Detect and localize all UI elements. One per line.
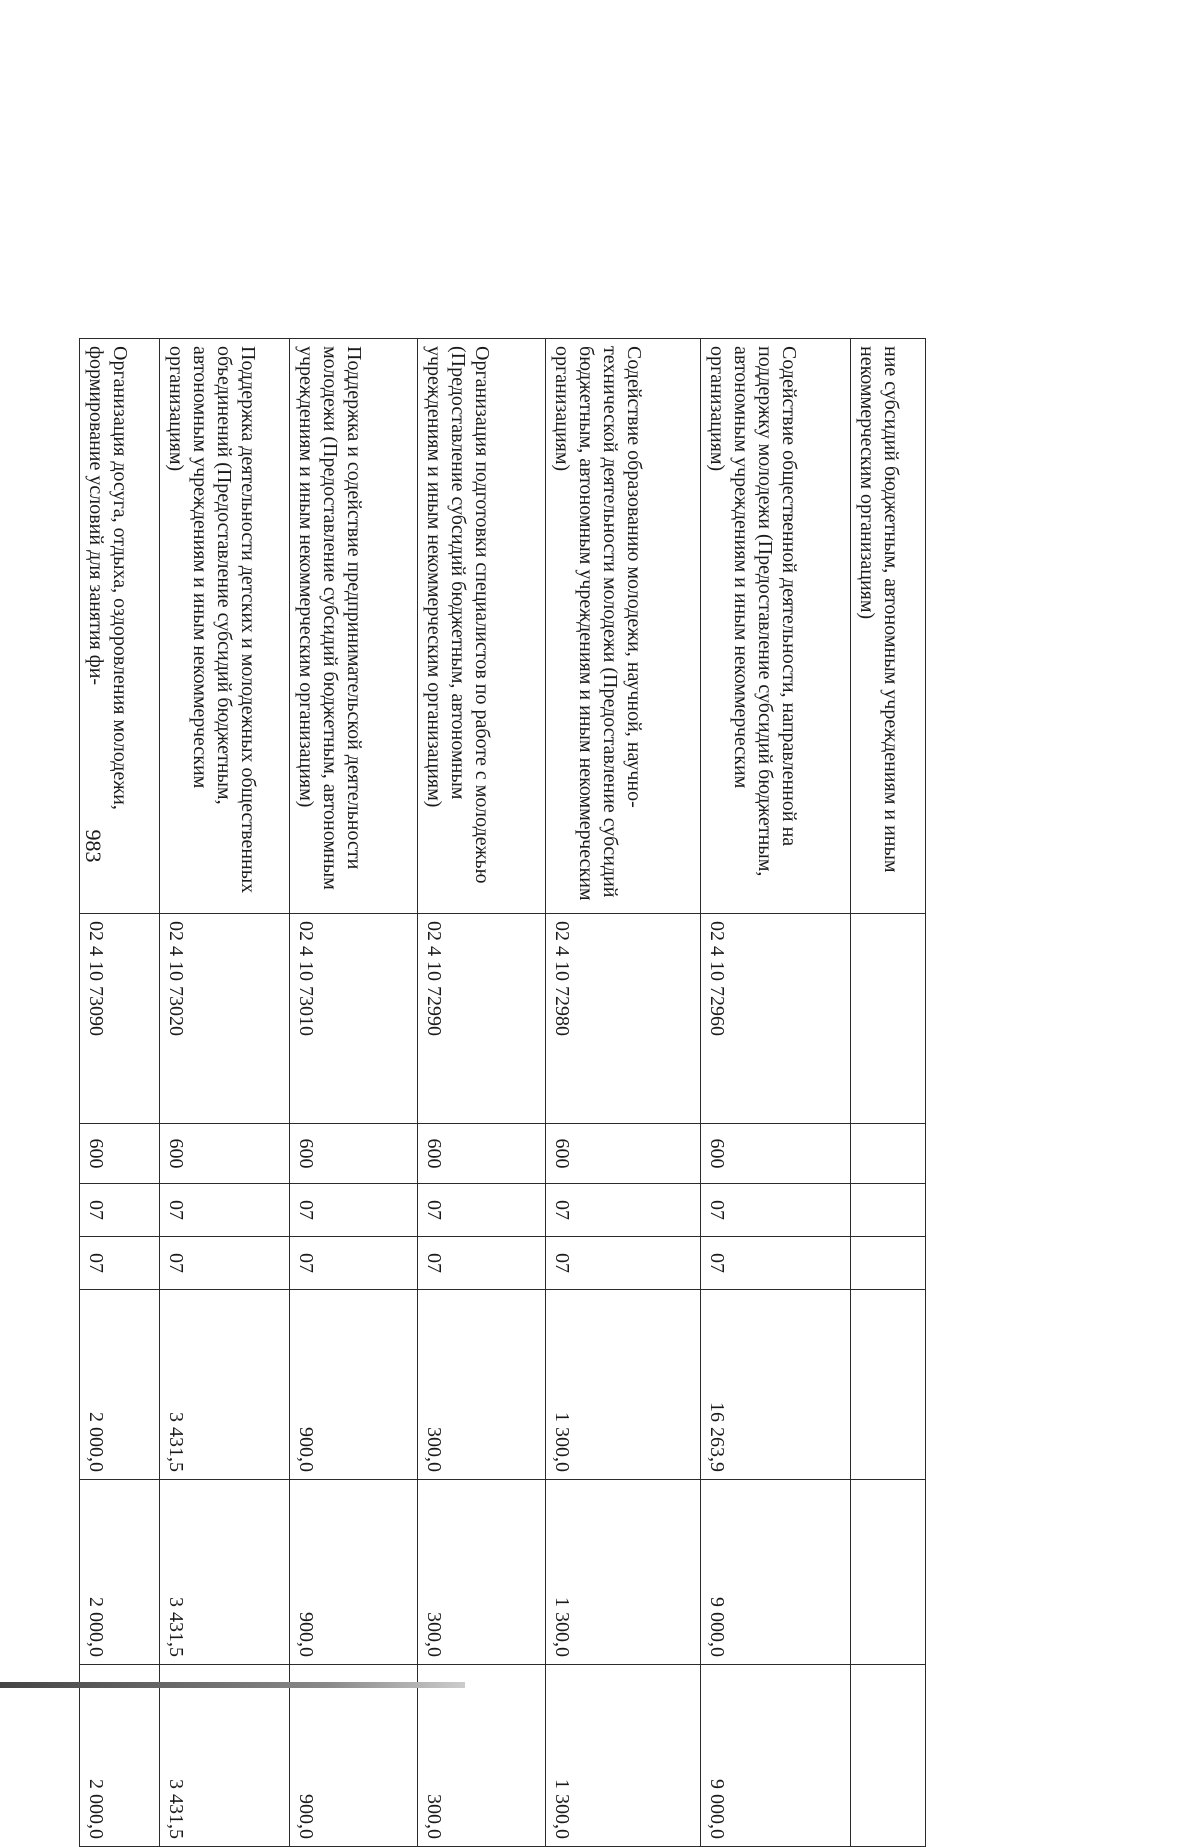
row-pr: 07 <box>546 1237 701 1290</box>
row-vr: 600 <box>80 1124 160 1184</box>
table-row <box>418 339 546 1847</box>
table-row <box>701 339 851 1847</box>
row-amount-1: 2 000,0 <box>80 1290 160 1480</box>
row-description: ние субсидий бюджетным, автономным учреждениям и иным некоммерческим организациям) <box>851 339 926 914</box>
row-pr: 07 <box>701 1237 851 1290</box>
row-pr: 07 <box>418 1237 546 1290</box>
row-vr: 600 <box>701 1124 851 1184</box>
table-row <box>851 339 926 1847</box>
row-amount-2: 3 431,5 <box>160 1480 290 1665</box>
page-number: 983 <box>81 829 106 863</box>
row-code: 02 4 10 73010 <box>290 914 418 1124</box>
row-pr: 07 <box>290 1237 418 1290</box>
row-pr: 07 <box>160 1237 290 1290</box>
row-description: Организация досуга, отдыха, оздоровления молодежи, формирование условий для занятия фи- <box>80 339 160 914</box>
scan-edge-bar <box>0 1682 465 1688</box>
row-vr: 600 <box>418 1124 546 1184</box>
row-code <box>851 914 926 1124</box>
row-amount-1: 900,0 <box>290 1290 418 1480</box>
row-amount-2: 1 300,0 <box>546 1480 701 1665</box>
row-amount-1 <box>851 1290 926 1480</box>
row-rz: 07 <box>701 1184 851 1237</box>
row-amount-3: 3 431,5 <box>160 1665 290 1847</box>
row-amount-2: 300,0 <box>418 1480 546 1665</box>
row-description: Организация подготовки специалистов по работе с молодежью (Предоставление субсидий бюджетным, автономным учреждениям и иным некоммерческим организациям) <box>418 339 546 914</box>
row-amount-3: 1 300,0 <box>546 1665 701 1847</box>
row-vr: 600 <box>290 1124 418 1184</box>
row-code: 02 4 10 72990 <box>418 914 546 1124</box>
row-rz <box>851 1184 926 1237</box>
row-code: 02 4 10 73090 <box>80 914 160 1124</box>
row-rz: 07 <box>418 1184 546 1237</box>
table-row <box>546 339 701 1847</box>
row-amount-2 <box>851 1480 926 1665</box>
row-amount-1: 3 431,5 <box>160 1290 290 1480</box>
budget-table <box>79 338 926 1847</box>
row-amount-2: 2 000,0 <box>80 1480 160 1665</box>
row-description: Поддержка и содействие предпринимательской деятельности молодежи (Предоставление субсидий бюджетным, автономным учреждениям и иным некоммерческим организациям) <box>290 339 418 914</box>
row-description: Содействие образованию молодежи, научной, научно-технической деятельности молодежи (Предоставление субсидий бюджетным, автономным учреждениям и иным некоммерческим организациям) <box>546 339 701 914</box>
row-pr: 07 <box>80 1237 160 1290</box>
row-amount-2: 900,0 <box>290 1480 418 1665</box>
row-amount-3: 900,0 <box>290 1665 418 1847</box>
row-vr <box>851 1124 926 1184</box>
row-pr <box>851 1237 926 1290</box>
row-amount-1: 1 300,0 <box>546 1290 701 1480</box>
row-amount-1: 16 263,9 <box>701 1290 851 1480</box>
row-description: Поддержка деятельности детских и молодежных общественных объединений (Предоставление субсидий бюджетным, автономным учреждениям и иным некоммерческим организациям) <box>160 339 290 914</box>
row-amount-3: 300,0 <box>418 1665 546 1847</box>
row-vr: 600 <box>160 1124 290 1184</box>
table-row <box>80 339 160 1847</box>
table-row <box>290 339 418 1847</box>
row-code: 02 4 10 72980 <box>546 914 701 1124</box>
row-amount-2: 9 000,0 <box>701 1480 851 1665</box>
row-code: 02 4 10 72960 <box>701 914 851 1124</box>
table-row <box>160 339 290 1847</box>
row-rz: 07 <box>80 1184 160 1237</box>
row-amount-3 <box>851 1665 926 1847</box>
row-amount-1: 300,0 <box>418 1290 546 1480</box>
row-rz: 07 <box>290 1184 418 1237</box>
row-amount-3: 9 000,0 <box>701 1665 851 1847</box>
row-amount-3: 2 000,0 <box>80 1665 160 1847</box>
row-code: 02 4 10 73020 <box>160 914 290 1124</box>
row-vr: 600 <box>546 1124 701 1184</box>
row-rz: 07 <box>160 1184 290 1237</box>
row-rz: 07 <box>546 1184 701 1237</box>
row-description: Содействие общественной деятельности, направленной на поддержку молодежи (Предоставление субсидий бюджетным, автономным учреждениям и иным некоммерческим организациям) <box>701 339 851 914</box>
